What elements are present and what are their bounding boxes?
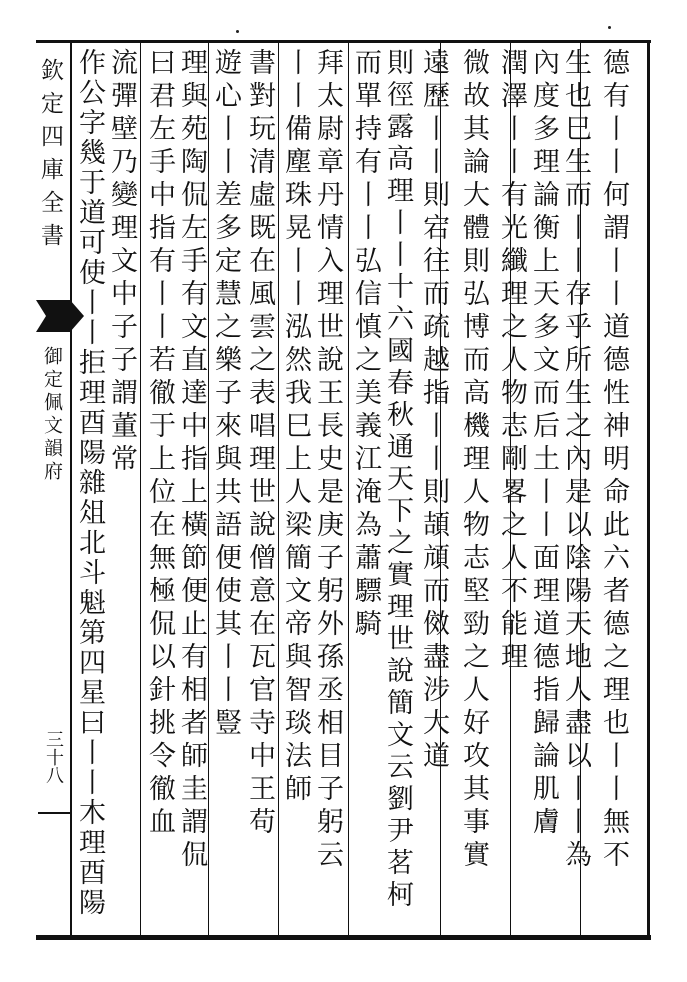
volume-title: 御定佩文韻府 [41,346,63,484]
text-column-11: 書對玩清虛既在風雲之表唱理世說僧意在瓦官寺中王苟 [244,48,275,840]
column-divider [348,43,349,935]
text-column-3: 內度多理論衡上天多文而后土丨丨面理道德指歸論肌膚 [528,48,559,840]
text-column-7: 則徑露高理丨丨十六國春秋通天下之實理世說簡文云劉尹茗柯 [382,48,413,912]
text-column-6: 遠歷丨丨則宕往而疏越指丨丨則頡頏而傚盡涉大道 [418,48,449,774]
right-border [647,40,650,940]
text-column-4: 潤澤丨丨有光纖理之人物志剛畧之人不能理 [496,48,527,675]
column-divider [278,43,279,935]
page-number: 三十八 [43,730,64,784]
text-column-12: 遊心丨丨差多定慧之樂子來與共語便使其丨丨豎 [210,48,241,741]
column-divider [140,43,141,935]
column-divider [208,43,209,935]
page-number-tick [38,812,70,814]
ink-speck [236,30,239,33]
text-column-10: 丨丨備塵珠晃丨丨泓然我巳上人梁簡文帝與智琰法師 [280,48,311,807]
ink-speck [608,26,611,29]
text-column-8: 而單持有丨丨弘信慎之美義江淹為蕭驃騎 [350,48,381,642]
text-column-2: 生也巳生而丨丨存乎所生之內是以陰陽天地人盡以丨丨為 [560,48,591,873]
bottom-border [36,935,651,940]
text-column-15: 流彈壁乃變理文中子子謂董常 [106,48,137,477]
text-column-9: 拜太尉章丹情入理世說王長史是庚子躬外孫丞相目子躬云 [312,48,343,873]
text-column-13: 理與苑陶侃左手有文直達中指上橫節便止有相者師圭謂侃 [176,48,207,873]
book-title: 欽定四庫全書 [37,58,63,256]
text-column-16: 作公字幾于道可使丨丨拒理酉陽雜俎北斗魁第四星曰丨丨木理酉陽 [74,48,105,918]
text-column-5: 微故其論大體則弘博而高機理人物志堅勁之人好攻其事實 [458,48,489,873]
text-column-1: 德有丨丨何謂丨丨道德性神明命此六者德之理也丨丨無不 [598,48,629,873]
text-column-14: 曰君左手中指有丨丨若徹于上位在無極侃以針挑令徹血 [144,48,175,840]
margin-divider [70,40,72,940]
top-border [36,40,651,43]
